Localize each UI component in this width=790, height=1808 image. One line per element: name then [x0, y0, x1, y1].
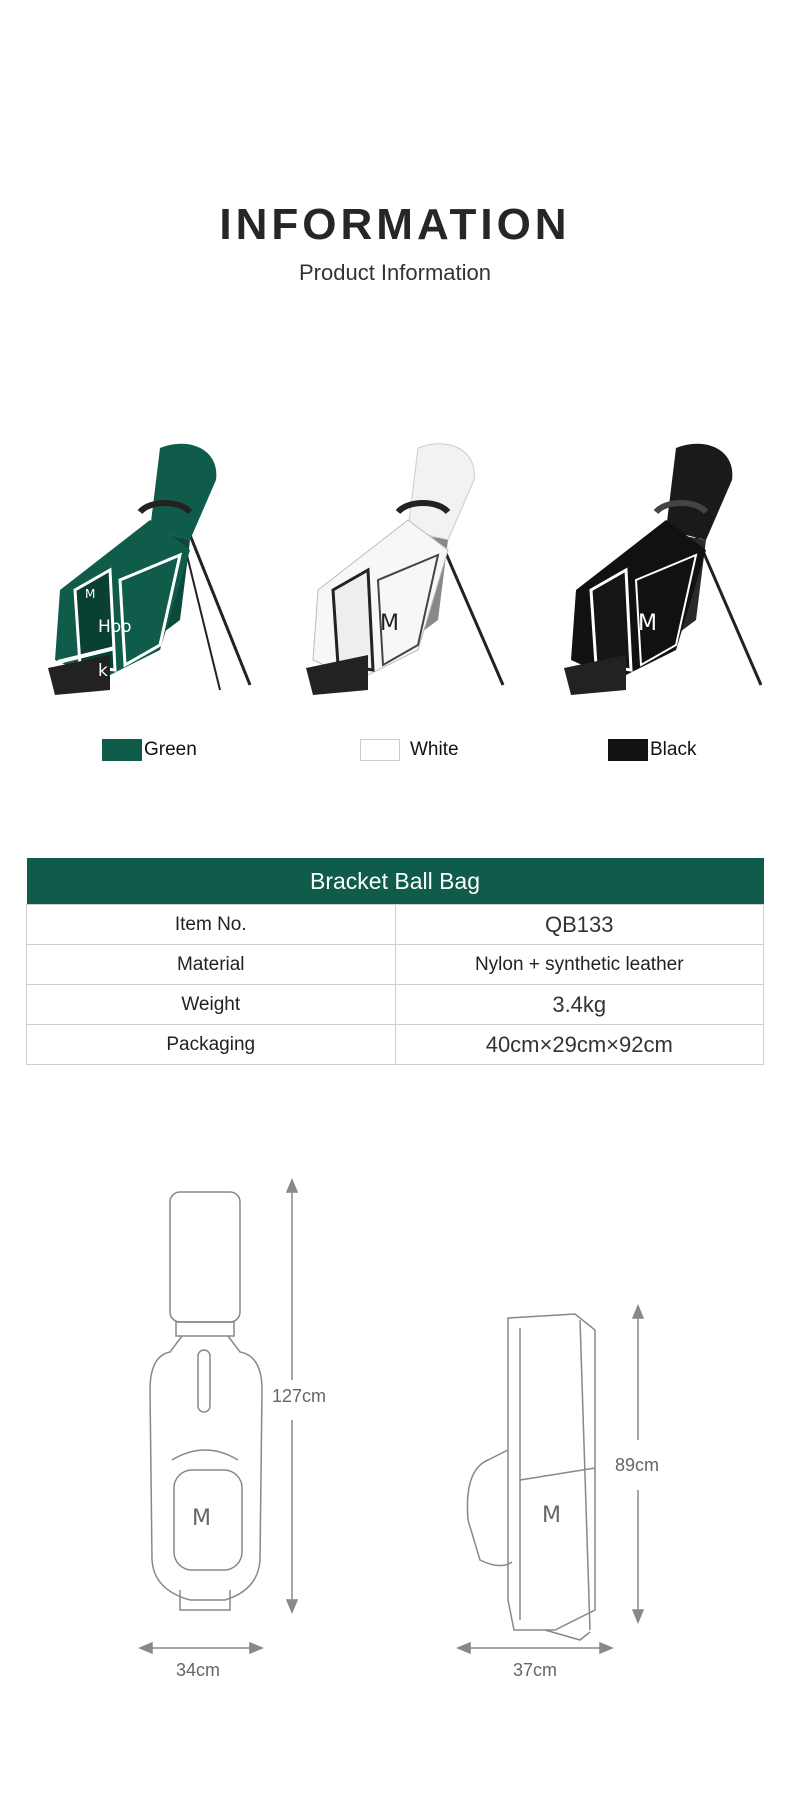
overlay-text-k: k [98, 661, 108, 681]
row-label: Packaging [27, 1025, 396, 1065]
front-height-label: 127cm [272, 1386, 327, 1406]
svg-text:M: M [638, 611, 657, 636]
side-view-drawing [450, 1300, 670, 1680]
black-swatch-icon [608, 739, 648, 761]
swatch-label: White [410, 739, 459, 760]
svg-text:M: M [380, 611, 399, 636]
swatch-label: Black [650, 739, 697, 760]
front-width-label: 34cm [176, 1660, 221, 1680]
row-value: 40cm×29cm×92cm [395, 1025, 764, 1065]
page-subtitle: Product Information [299, 260, 491, 285]
swatch-black[interactable] [608, 738, 696, 762]
row-value: QB133 [395, 905, 764, 945]
white-swatch-icon [360, 739, 400, 761]
swatch-label: Green [144, 739, 197, 760]
black-bag-image [556, 440, 776, 710]
swatch-white[interactable] [360, 738, 459, 762]
table-row [27, 1025, 764, 1065]
row-label: Material [27, 945, 396, 985]
swatch-green[interactable] [102, 738, 197, 762]
green-bag-image [40, 440, 260, 710]
table-row [27, 985, 764, 1025]
row-value: Nylon + synthetic leather [395, 945, 764, 985]
row-label: Weight [27, 985, 396, 1025]
green-swatch-icon [102, 739, 142, 761]
front-view-drawing [130, 1170, 370, 1690]
row-value: 3.4kg [395, 985, 764, 1025]
svg-text:M: M [192, 1506, 211, 1531]
row-label: Item No. [27, 905, 396, 945]
table-row [27, 945, 764, 985]
table-title: Bracket Ball Bag [27, 858, 764, 905]
spec-table [26, 858, 764, 1065]
page-title: INFORMATION [219, 200, 571, 249]
table-row [27, 905, 764, 945]
overlay-text-hoo: Hoo [98, 617, 132, 637]
white-bag-image [298, 440, 518, 710]
svg-text:M: M [85, 587, 96, 601]
svg-text:M: M [542, 1503, 561, 1528]
side-height-label: 89cm [615, 1455, 660, 1475]
side-width-label: 37cm [513, 1660, 558, 1680]
